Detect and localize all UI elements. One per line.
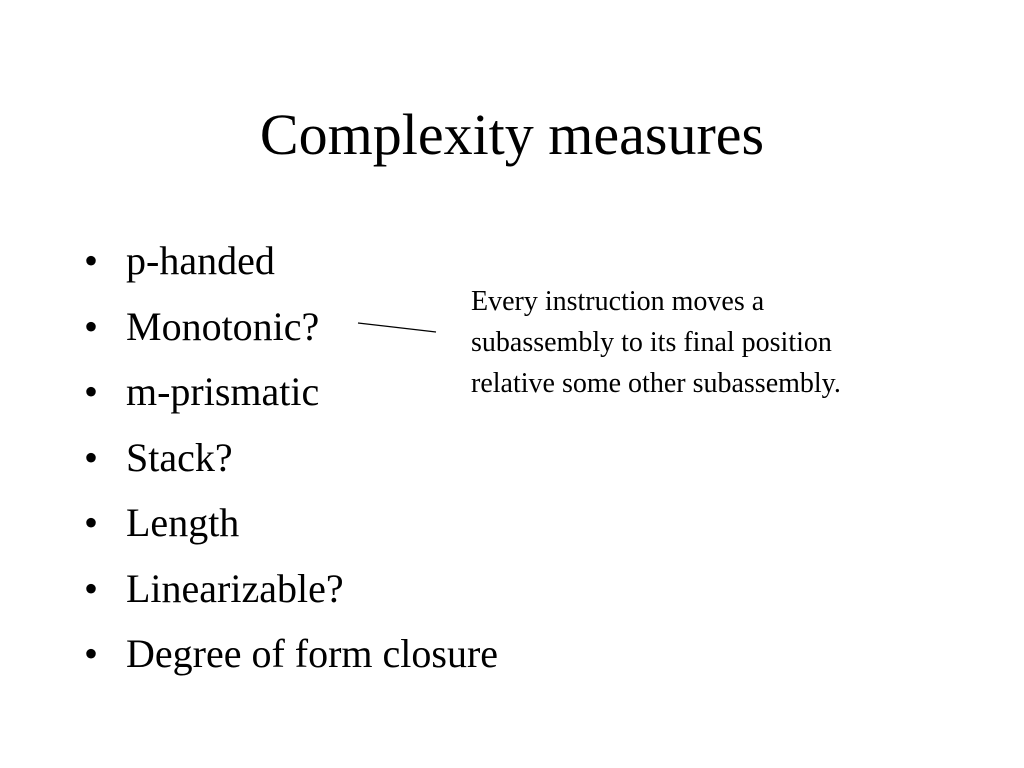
bullet-icon: • <box>84 238 99 283</box>
bullet-list <box>84 228 498 687</box>
bullet-icon: • <box>84 434 99 480</box>
bullet-icon: • <box>84 500 99 545</box>
bullet-item-degree-of-form-closure <box>84 621 498 687</box>
bullet-label: p-handed <box>126 238 275 283</box>
annotation-callout <box>471 281 941 404</box>
bullet-label: Length <box>126 500 240 545</box>
bullet-icon: • <box>84 369 99 414</box>
annotation-line: relative some other subassembly. <box>471 368 841 399</box>
bullet-item-p-handed <box>84 228 498 294</box>
bullet-label: Stack? <box>126 434 233 480</box>
annotation-connector-line <box>356 320 440 336</box>
bullet-label: Monotonic? <box>126 303 320 349</box>
bullet-icon: • <box>84 565 99 611</box>
bullet-icon: • <box>84 303 99 349</box>
bullet-item-linearizable <box>84 556 498 622</box>
annotation-line: subassembly to its final position <box>471 327 832 358</box>
bullet-icon: • <box>84 631 99 676</box>
bullet-label: Degree of form closure <box>126 631 499 676</box>
bullet-label: m-prismatic <box>126 369 320 414</box>
bullet-item-stack <box>84 425 498 491</box>
annotation-line: Every instruction moves a <box>471 286 765 317</box>
bullet-item-length <box>84 490 498 556</box>
bullet-label: Linearizable? <box>126 565 344 611</box>
bullet-item-m-prismatic <box>84 359 498 425</box>
slide-title: Complexity measures <box>259 102 765 167</box>
